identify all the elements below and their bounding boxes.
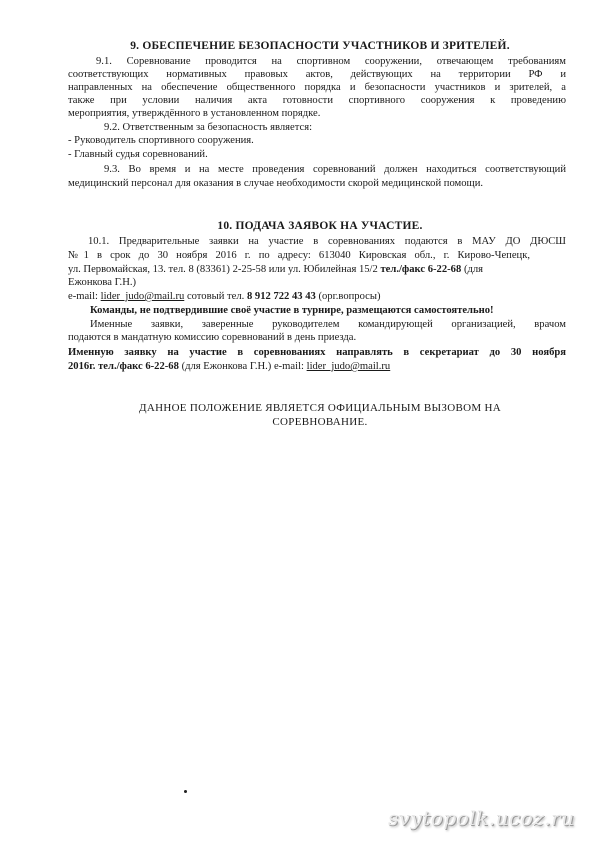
site-watermark: svytopolk.ucoz.ru — [388, 806, 575, 830]
section-9-title: 9. ОБЕСПЕЧЕНИЕ БЕЗОПАСНОСТИ УЧАСТНИКОВ И ЗРИТЕЛЕЙ. — [130, 40, 510, 52]
s10-cell-number: 8 912 722 43 43 — [246, 291, 316, 302]
s10-p1-line-1: 10.1. Предварительные заявки на участие в соревнованиях подаются в МАУ ДО ДЮСШ — [88, 236, 566, 247]
stray-mark — [184, 790, 187, 793]
s10-p2-line-1: Именные заявки, заверенные руководителем командирующей организацией, врачом — [90, 319, 566, 330]
s10-p1-line-3 — [68, 263, 483, 276]
s10-bold-notice: Команды, не подтвердившие своё участие в турнире, размещаются самостоятельно! — [90, 305, 494, 316]
s10-contact-line — [68, 290, 381, 303]
s10-cell-label: сотовый тел. — [186, 291, 245, 302]
closing-line-2: СОРЕВНОВАНИЕ. — [272, 416, 368, 428]
s10-p2-line-2: подаются в мандатную комиссию соревнований в день приезда. — [68, 332, 357, 343]
s10-p3-rest: (для Ежонкова Г.Н.) e-mail: — [181, 361, 304, 372]
s10-cell-note: (орг.вопросы) — [318, 291, 381, 302]
s10-p3-line-2 — [68, 360, 390, 373]
s10-p3-line-1: Именную заявку на участие в соревнованиях направлять в секретариат до 30 ноября — [68, 347, 566, 358]
s9-p1-line-2: соответствующих нормативных правовых актов, действующих на территории РФ и — [68, 69, 566, 80]
s10-email-prefix: e-mail: — [68, 291, 99, 302]
s9-p1-line-1: 9.1. Соревнование проводится на спортивном сооружении, отвечающем требованиям — [96, 56, 566, 67]
s10-p3-fax: 2016г. тел./факс 6-22-68 — [68, 361, 179, 372]
closing-line-1: ДАННОЕ ПОЛОЖЕНИЕ ЯВЛЯЕТСЯ ОФИЦИАЛЬНЫМ ВЫЗОВОМ НА — [139, 402, 501, 414]
s9-p3-line-1: 9.3. Во время и на месте проведения соревнований должен находиться соответствующий — [104, 164, 566, 175]
s10-address: ул. Первомайская, 13. тел. 8 (83361) 2-25-58 или ул. Юбилейная 15/2 — [68, 264, 378, 275]
s10-email-link[interactable]: lider_judo@mail.ru — [100, 291, 185, 302]
s9-list-item-2: - Главный судья соревнований. — [68, 149, 208, 160]
s9-p1-line-5: мероприятия, утверждённого в установленном порядке. — [68, 108, 321, 119]
s10-p1-line-4: Ежонкова Г.Н.) — [68, 277, 137, 288]
s10-p1-line-2: №1 в срок до 30 ноября 2016 г. по адресу: 613040 Кировская обл., г. Кирово-Чепецк, — [68, 250, 530, 261]
s9-p3-line-2: медицинский персонал для оказания в случае необходимости скорой медицинской помощи. — [68, 178, 484, 189]
s10-fax: тел./факс 6-22-68 — [380, 264, 462, 275]
s9-p2: 9.2. Ответственным за безопасность является: — [104, 122, 313, 133]
s9-p1-line-4: также при условии наличия акта готовности спортивного сооружения к проведению — [68, 95, 566, 106]
s10-p3-email-link[interactable]: lider_judo@mail.ru — [306, 361, 391, 372]
section-10-title: 10. ПОДАЧА ЗАЯВОК НА УЧАСТИЕ. — [217, 220, 423, 232]
s9-list-item-1: - Руководитель спортивного сооружения. — [68, 135, 254, 146]
s9-p1-line-3: направленных на обеспечение общественного порядка и безопасности участников и зрителей, а — [68, 82, 566, 93]
s10-fax-suffix: (для — [463, 264, 484, 275]
